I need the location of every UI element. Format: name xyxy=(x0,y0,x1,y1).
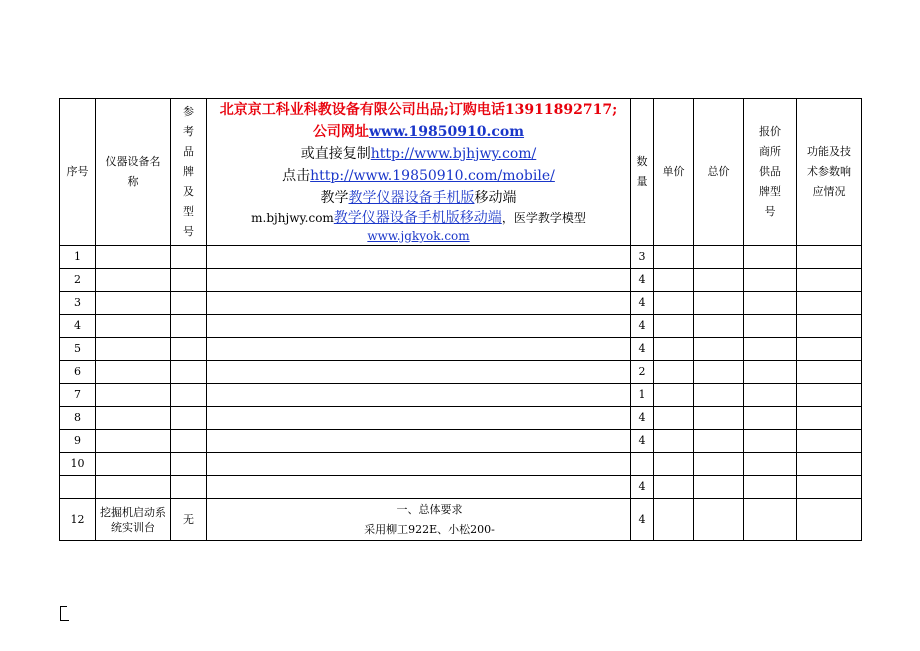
cell-total-price xyxy=(694,315,744,338)
notice-company: 北京京工科业科教设备有限公司出品;订购电话13911892717; xyxy=(219,102,618,118)
cell-supplier xyxy=(744,315,797,338)
table-row xyxy=(60,269,862,292)
table-row xyxy=(60,338,862,361)
cell-spec xyxy=(207,292,631,315)
cell-supplier xyxy=(744,292,797,315)
cell-name xyxy=(96,453,171,476)
table-row xyxy=(60,453,862,476)
header-total-price: 总价 xyxy=(694,99,744,246)
cell-spec xyxy=(207,453,631,476)
cell-seq: 9 xyxy=(60,430,96,453)
notice-teach-label: 教学 xyxy=(320,190,349,206)
cell-unit-price xyxy=(654,499,694,541)
header-unit-price: 单价 xyxy=(654,99,694,246)
cell-total-price xyxy=(694,246,744,269)
cell-brand xyxy=(171,361,207,384)
cell-qty: 3 xyxy=(631,246,654,269)
notice-site-link[interactable]: www.19850910.com xyxy=(368,124,525,140)
cell-unit-price xyxy=(654,315,694,338)
cell-total-price xyxy=(694,292,744,315)
cell-spec xyxy=(207,338,631,361)
cell-qty: 1 xyxy=(631,384,654,407)
cell-name xyxy=(96,361,171,384)
cell-seq: 6 xyxy=(60,361,96,384)
table-row xyxy=(60,430,862,453)
cell-unit-price xyxy=(654,430,694,453)
cell-seq: 2 xyxy=(60,269,96,292)
cell-total-price xyxy=(694,338,744,361)
table-row xyxy=(60,315,862,338)
cell-qty: 4 xyxy=(631,338,654,361)
cell-unit-price xyxy=(654,407,694,430)
notice-block xyxy=(207,99,630,245)
cell-response xyxy=(797,499,862,541)
cell-brand xyxy=(171,430,207,453)
table-row xyxy=(60,476,862,499)
cell-brand xyxy=(171,269,207,292)
cell-brand xyxy=(171,292,207,315)
cell-qty: 4 xyxy=(631,292,654,315)
cell-spec xyxy=(207,246,631,269)
cell-response xyxy=(797,361,862,384)
spec-heading: 一、总体要求 xyxy=(396,502,463,516)
notice-click-label: 点击 xyxy=(282,168,311,184)
cell-seq: 7 xyxy=(60,384,96,407)
notice-medical-label: ，医学教学模型 xyxy=(501,211,586,225)
cell-response xyxy=(797,384,862,407)
cell-response xyxy=(797,315,862,338)
cell-name xyxy=(96,269,171,292)
cell-response xyxy=(797,476,862,499)
cell-unit-price xyxy=(654,453,694,476)
cell-name xyxy=(96,292,171,315)
cell-total-price xyxy=(694,499,744,541)
table-row xyxy=(60,384,862,407)
cell-spec xyxy=(207,407,631,430)
header-spec-response: 功能及技术参数响应情况 xyxy=(797,99,862,246)
cell-spec xyxy=(207,476,631,499)
cell-qty: 4 xyxy=(631,476,654,499)
table-row xyxy=(60,292,862,315)
cell-unit-price xyxy=(654,384,694,407)
cell-total-price xyxy=(694,453,744,476)
cell-unit-price xyxy=(654,246,694,269)
cell-unit-price xyxy=(654,338,694,361)
cell-response xyxy=(797,407,862,430)
cell-seq: 10 xyxy=(60,453,96,476)
header-qty: 数量 xyxy=(631,99,654,246)
cell-seq: 8 xyxy=(60,407,96,430)
cell-brand xyxy=(171,384,207,407)
cell-supplier xyxy=(744,269,797,292)
cell-seq: 4 xyxy=(60,315,96,338)
cell-response xyxy=(797,292,862,315)
cell-qty xyxy=(631,453,654,476)
cell-unit-price xyxy=(654,292,694,315)
cell-supplier xyxy=(744,476,797,499)
cell-supplier xyxy=(744,338,797,361)
cell-qty: 4 xyxy=(631,315,654,338)
page-corner-mark xyxy=(60,606,69,621)
cell-name xyxy=(96,384,171,407)
cell-supplier xyxy=(744,407,797,430)
cell-brand xyxy=(171,407,207,430)
table-row xyxy=(60,499,862,541)
cell-supplier xyxy=(744,361,797,384)
notice-mobile-link[interactable]: http://www.19850910.com/mobile/ xyxy=(310,168,555,184)
table-row xyxy=(60,361,862,384)
header-supplier-brand: 报价商所供品牌型号 xyxy=(744,99,797,246)
cell-response xyxy=(797,453,862,476)
cell-spec xyxy=(207,499,631,541)
notice-teach-suffix: 移动端 xyxy=(474,190,517,206)
cell-qty: 4 xyxy=(631,269,654,292)
cell-response xyxy=(797,430,862,453)
spec-text: 采用柳工922E、小松200- xyxy=(364,522,495,536)
cell-seq: 12 xyxy=(60,499,96,541)
notice-copy-label: 或直接复制 xyxy=(300,146,371,162)
notice-cell xyxy=(207,99,631,246)
cell-spec xyxy=(207,269,631,292)
cell-supplier xyxy=(744,499,797,541)
cell-qty: 4 xyxy=(631,499,654,541)
notice-mobile-version-link[interactable]: 教学仪器设备手机版移动端 xyxy=(333,210,502,226)
cell-brand xyxy=(171,315,207,338)
cell-supplier xyxy=(744,246,797,269)
cell-total-price xyxy=(694,361,744,384)
cell-response xyxy=(797,338,862,361)
cell-seq: 3 xyxy=(60,292,96,315)
cell-total-price xyxy=(694,476,744,499)
cell-response xyxy=(797,246,862,269)
header-seq: 序号 xyxy=(60,99,96,246)
table-row xyxy=(60,407,862,430)
cell-total-price xyxy=(694,269,744,292)
cell-name: 挖掘机启动系统实训台 xyxy=(96,499,171,541)
header-brand: 参考品牌及型号 xyxy=(171,99,207,246)
cell-name xyxy=(96,315,171,338)
equipment-table xyxy=(59,98,862,541)
cell-qty: 4 xyxy=(631,430,654,453)
cell-total-price xyxy=(694,430,744,453)
cell-total-price xyxy=(694,384,744,407)
cell-total-price xyxy=(694,407,744,430)
cell-unit-price xyxy=(654,361,694,384)
cell-spec xyxy=(207,430,631,453)
table-row xyxy=(60,246,862,269)
cell-qty: 2 xyxy=(631,361,654,384)
cell-brand xyxy=(171,476,207,499)
cell-unit-price xyxy=(654,476,694,499)
cell-supplier xyxy=(744,430,797,453)
cell-brand xyxy=(171,246,207,269)
cell-spec xyxy=(207,361,631,384)
table-header-row xyxy=(60,99,862,246)
header-name: 仪器设备名称 xyxy=(96,99,171,246)
cell-name xyxy=(96,476,171,499)
cell-name xyxy=(96,407,171,430)
notice-medical-link[interactable]: www.jgkyok.com xyxy=(367,229,470,243)
notice-copy-link[interactable]: http://www.bjhjwy.com/ xyxy=(370,146,537,162)
cell-supplier xyxy=(744,384,797,407)
notice-site-label: 公司网址 xyxy=(312,124,369,140)
cell-supplier xyxy=(744,453,797,476)
cell-brand xyxy=(171,453,207,476)
cell-seq xyxy=(60,476,96,499)
cell-spec xyxy=(207,384,631,407)
cell-seq: 1 xyxy=(60,246,96,269)
cell-unit-price xyxy=(654,269,694,292)
cell-seq: 5 xyxy=(60,338,96,361)
cell-spec xyxy=(207,315,631,338)
cell-brand xyxy=(171,338,207,361)
cell-name xyxy=(96,246,171,269)
cell-brand: 无 xyxy=(171,499,207,541)
cell-response xyxy=(797,269,862,292)
notice-teach-link[interactable]: 教学仪器设备手机版 xyxy=(348,190,475,206)
cell-name xyxy=(96,338,171,361)
cell-qty: 4 xyxy=(631,407,654,430)
cell-name xyxy=(96,430,171,453)
notice-mobile-domain: m.bjhjwy.com xyxy=(251,211,334,225)
